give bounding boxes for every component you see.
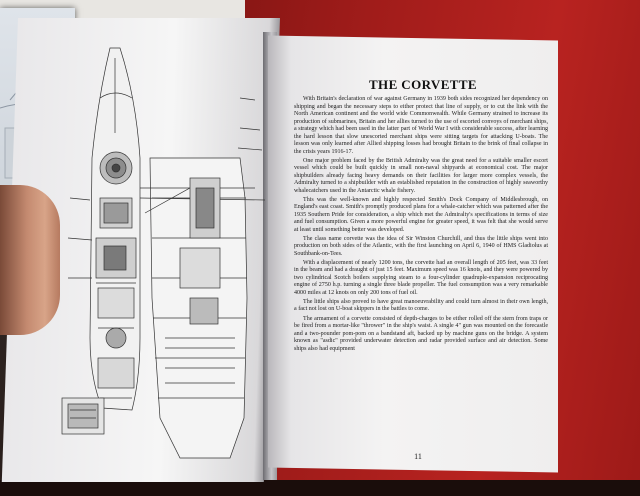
paragraph-3: This was the well-known and highly respected Smith's Dock Company of Middlesbrough, on England's east coast. Smith's promptly produced plans for a whale-catcher which was patterned after the 1935 Southern Pride for consideration, a ship which met the Admiralty's specifications in terms of size and fuel consumption. Given a more powerful engine for greater speed, it was felt that she would serve at least until something better was developed.: [294, 196, 548, 233]
page-title: THE CORVETTE: [368, 77, 477, 92]
paragraph-2: One major problem faced by the British Admiralty was the great need for a suitable smaller escort vessel which could be built quickly in small non-naval shipyards at economical cost. The major shipbuilders already facing heavy demands on their facilities for larger more complex vessels, the Admiralty turned to a shipbuilder with an established reputation in the construction of highly seaworthy whalecatchers used in the Antarctic whale fishery.: [294, 157, 548, 194]
hand-holding-book: [0, 185, 60, 335]
corvette-plan-drawing: [40, 38, 275, 468]
paragraph-1: With Britain's declaration of war against Germany in 1939 both sides recognized her dependency on shipping and began the necessary steps to either protect that line of supply, or to cut the link with the North American continent and the world wide Commonwealth. While Germany strained to increase its production of submarines, Britain and her allies turned to the use of escorted convoys of merchant ships, a strategy which had been used in the latter part of World War I with considerable success, after learning the hard lesson that slow unescorted merchant ships were sitting targets for attacking U-boats. The lesson was only learned after Allied shipping losses had brought Britain to the brink of final collapse in the crisis years 1916-17.: [294, 96, 548, 155]
paragraph-4: The class name corvette was the idea of Sir Winston Churchill, and thus the little ships went into production on both sides of the Atlantic, with the first launching on April 6, 1940 of HMS Gladiolus at Southbank-on-Tees.: [294, 235, 548, 257]
body-text: [294, 96, 548, 496]
paragraph-7: The armament of a corvette consisted of depth-charges to be either rolled off the stern from traps or be fired from a mortar-like "thrower" in the ship's waist. A single 4" gun was mounted on the forecastle and a two-pounder pom-pom on a bandstand aft, backed up by machine guns on the bridge. A system known as "asdic" provided underwater detection and radar provided surface and air detection. Some ships also had equipment: [294, 315, 548, 352]
paragraph-5: With a displacement of nearly 1200 tons, the corvette had an overall length of 205 feet, was 33 feet in the beam and had a draught of just 15 feet. Maximum speed was 16 knots, and they were powered by two cylindrical Scotch boilers supplying steam to a four-cylinder quadruple-expansion reciprocating engine of 2750 h.p. turning a single three blade propeller. The fuel consumption was a very remarkable 4000 miles at 12 knots on only 200 tons of fuel oil.: [294, 259, 548, 296]
page-number: 11: [414, 452, 422, 461]
paragraph-6: The little ships also proved to have great manoeuvrability and could turn almost in their own length, a fact not lost on U-boat skippers in the battles to come.: [294, 298, 548, 313]
